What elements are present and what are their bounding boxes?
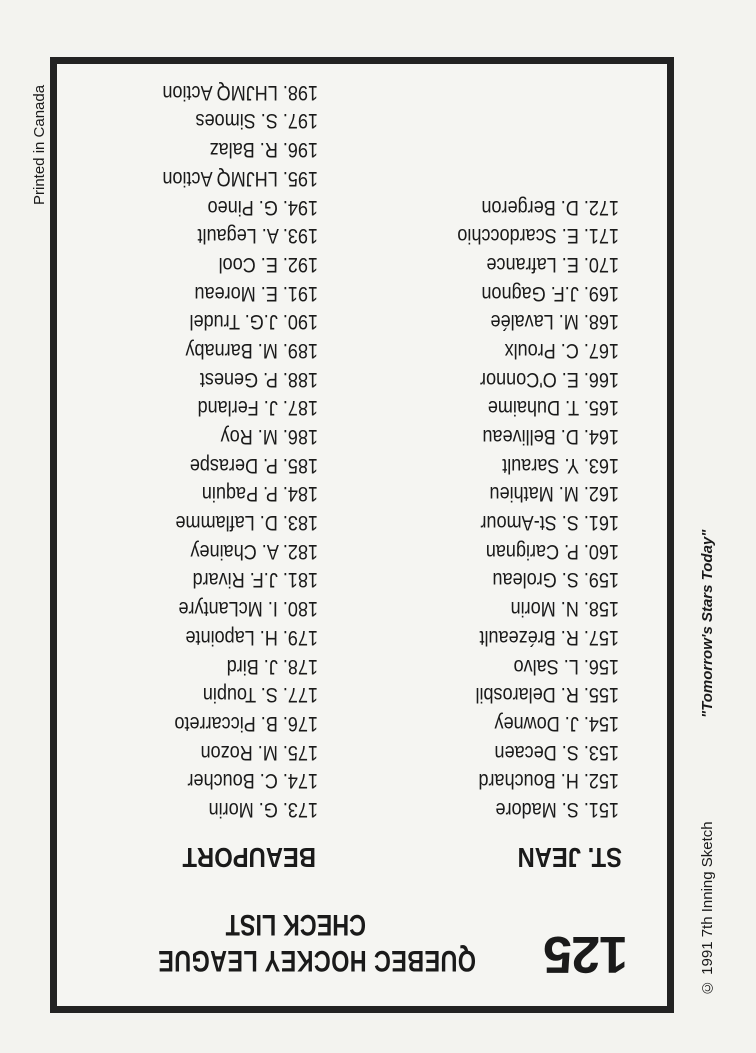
player-entry: 182. A. Chainey xyxy=(190,539,318,563)
player-entry: 197. S. Simoes xyxy=(195,109,318,133)
player-entry: 174. C. Boucher xyxy=(187,769,318,793)
player-list-st-jean xyxy=(431,192,619,823)
player-entry: 152. H. Bouchard xyxy=(478,769,619,793)
tagline-label: "Tomorrow's Stars Today" xyxy=(699,529,716,718)
player-entry: 186. M. Roy xyxy=(220,425,318,449)
player-entry: 169. J.F. Gagnon xyxy=(481,281,619,305)
player-entry: 157. R. Brézeault xyxy=(479,625,619,649)
player-entry: 154. J. Downey xyxy=(494,711,619,735)
player-entry: 167. C. Proulx xyxy=(504,339,619,362)
player-entry: 162. M. Mathieu xyxy=(489,482,619,506)
player-entry: 151. S. Madore xyxy=(495,798,619,821)
player-entry: 188. P. Genest xyxy=(199,367,318,391)
player-entry: 172. D. Bergeron xyxy=(481,195,619,219)
team-heading-st-jean: ST. JEAN xyxy=(517,842,622,873)
player-entry: 160. P. Carignan xyxy=(485,539,619,563)
player-entry: 153. S. Decaen xyxy=(494,740,619,764)
checklist-title: CHECK LIST xyxy=(225,908,366,941)
player-entry: 192. E. Cool xyxy=(218,252,318,276)
player-entry: 183. D. Laflamme xyxy=(175,511,318,535)
player-entry: 175. M. Rozon xyxy=(200,740,318,764)
player-entry: 196. R. Balaz xyxy=(209,138,318,162)
player-entry: 198. LHJMQ Action xyxy=(162,80,318,104)
side-printed xyxy=(28,0,48,1053)
tagline-text xyxy=(699,530,716,718)
team-heading-beauport: BEAUPORT xyxy=(182,842,316,873)
player-entry: 187. J. Ferland xyxy=(197,396,318,420)
player-entry: 179. H. Lapointe xyxy=(185,625,318,649)
player-list-beauport xyxy=(137,77,318,823)
player-entry: 170. E. Lafrance xyxy=(486,252,619,276)
player-entry: 178. J. Bird xyxy=(226,654,318,678)
league-name: QUEBEC HOCKEY LEAGUE xyxy=(157,944,476,977)
player-entry: 168. M. Lavalée xyxy=(490,310,619,334)
player-entry: 181. J.F. Rivard xyxy=(192,568,318,592)
card-number: 125 xyxy=(544,925,628,983)
player-entry: 164. D. Belliveau xyxy=(482,425,619,449)
player-entry: 176. B. Piccarreto xyxy=(174,711,318,735)
copyright-text: © 1991 7th Inning Sketch xyxy=(699,821,716,996)
player-entry: 155. R. Delarosbil xyxy=(475,683,619,707)
player-entry: 184. P. Paquin xyxy=(201,482,318,506)
player-entry: 171. E. Scardocchio xyxy=(457,224,619,248)
player-entry: 156. L. Salvo xyxy=(513,654,619,678)
player-entry: 166. E. O'Connor xyxy=(480,367,619,391)
player-entry: 195. LHJMQ Action xyxy=(162,166,318,190)
player-entry: 193. A. Legault xyxy=(197,224,318,248)
player-entry: 180. I. McLantyre xyxy=(178,597,318,621)
player-entry: 177. S. Toupin xyxy=(202,683,318,707)
player-entry: 158. N. Morin xyxy=(510,597,619,621)
side-credits xyxy=(696,0,716,1053)
player-entry: 163. Y. Sarault xyxy=(502,453,619,477)
player-entry: 185. P. Deraspe xyxy=(189,453,318,477)
player-entry: 189. M. Barnaby xyxy=(185,339,318,362)
printed-in-text: Printed in Canada xyxy=(31,84,48,205)
player-entry: 191. E. Moreau xyxy=(194,281,318,305)
player-entry: 173. G. Morin xyxy=(208,798,318,821)
player-entry: 159. S. Groleau xyxy=(492,568,619,592)
player-entry: 190. J.G. Trudel xyxy=(189,310,318,334)
player-entry: 194. G. Pineo xyxy=(207,195,318,219)
player-entry: 161. S. St-Amour xyxy=(480,511,619,535)
player-entry: 165. T. Duhaime xyxy=(487,396,619,420)
